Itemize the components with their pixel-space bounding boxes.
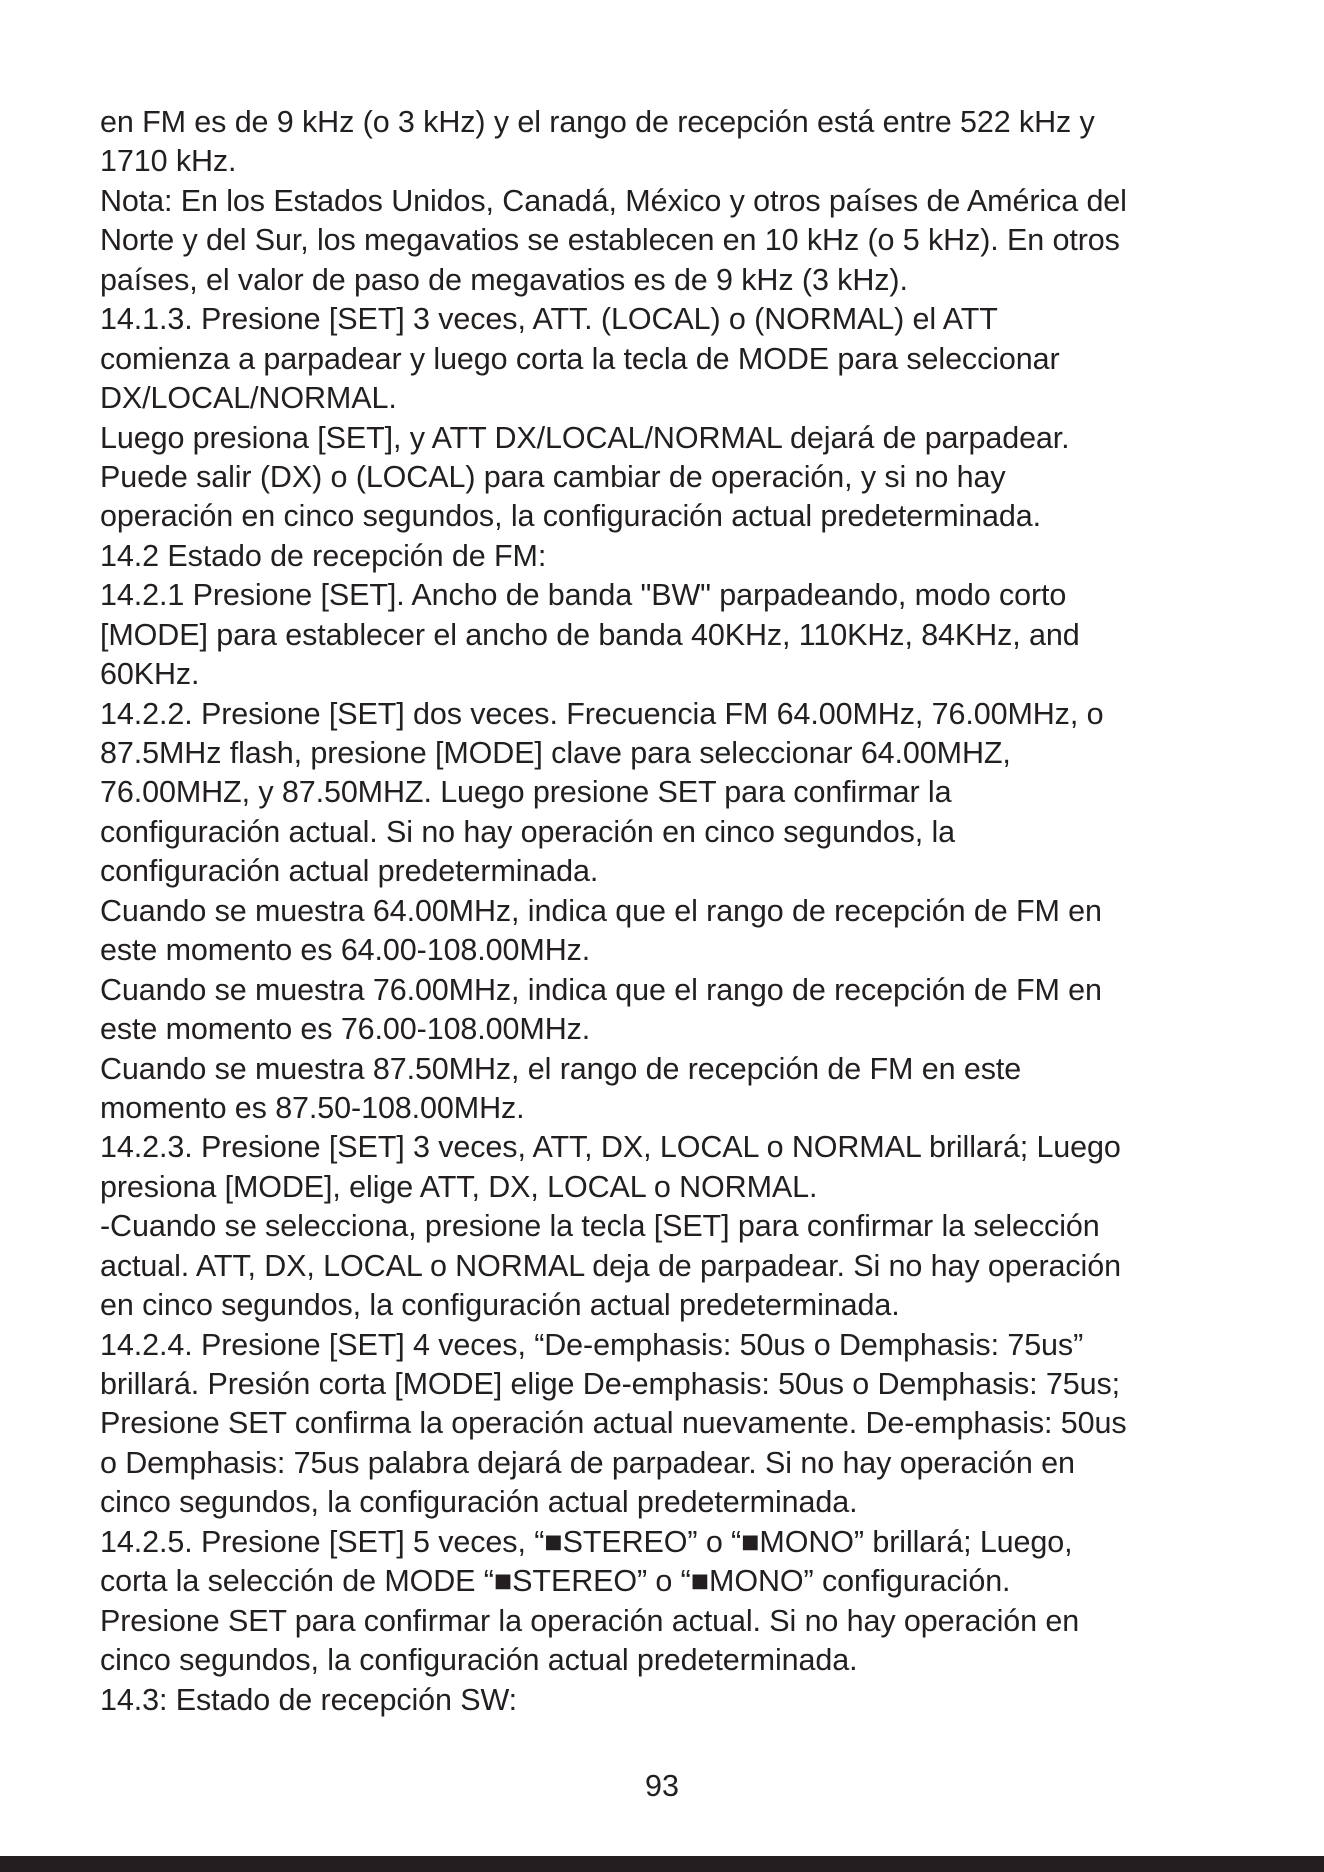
text-line: en FM es de 9 kHz (o 3 kHz) y el rango de recepción está entre 522 kHz y	[100, 105, 1095, 139]
text-line: Norte y del Sur, los megavatios se establecen en 10 kHz (o 5 kHz). En otros	[100, 223, 1120, 258]
bottom-border-bar	[0, 1856, 1324, 1872]
text-line: 14.2.1 Presione [SET]. Ancho de banda "BW" parpadeando, modo corto	[100, 578, 1067, 613]
section-heading: 14.2 Estado de recepción de FM:	[100, 538, 547, 573]
text-line: 14.2.4. Presione [SET] 4 veces, “De-emphasis: 50us o Demphasis: 75us”	[100, 1327, 1084, 1362]
text-line: en cinco segundos, la configuración actual predeterminada.	[100, 1288, 900, 1323]
text-line: este momento es 64.00-108.00MHz.	[100, 933, 591, 968]
text-line: presiona [MODE], elige ATT, DX, LOCAL o NORMAL.	[100, 1169, 818, 1204]
text-line: 14.2.2. Presione [SET] dos veces. Frecuencia FM 64.00MHz, 76.00MHz, o	[100, 696, 1104, 731]
body-text	[100, 103, 1230, 1720]
text-line: actual. ATT, DX, LOCAL o NORMAL deja de parpadear. Si no hay operación	[100, 1248, 1121, 1283]
text-line: 1710 kHz.	[100, 144, 237, 179]
text-line: Cuando se muestra 87.50MHz, el rango de recepción de FM en este	[100, 1051, 1022, 1086]
text-line: 87.5MHz flash, presione [MODE] clave para seleccionar 64.00MHZ,	[100, 736, 1011, 770]
text-line: 14.2.3. Presione [SET] 3 veces, ATT, DX, LOCAL o NORMAL brillará; Luego	[100, 1130, 1121, 1165]
text-line: Nota: En los Estados Unidos, Canadá, México y otros países de América del	[100, 183, 1127, 218]
text-line: o Demphasis: 75us palabra dejará de parpadear. Si no hay operación en	[100, 1445, 1075, 1480]
section-heading: 14.3: Estado de recepción SW:	[100, 1682, 518, 1717]
text-line: Presione SET para confirmar la operación actual. Si no hay operación en	[100, 1603, 1080, 1638]
text-line: Presione SET confirma la operación actual nuevamente. De-emphasis: 50us	[100, 1406, 1127, 1441]
text-line: comienza a parpadear y luego corta la tecla de MODE para seleccionar	[100, 341, 1060, 376]
text-line: cinco segundos, la configuración actual predeterminada.	[100, 1485, 858, 1520]
text-line: Puede salir (DX) o (LOCAL) para cambiar de operación, y si no hay	[100, 459, 1006, 494]
text-line: [MODE] para establecer el ancho de banda 40KHz, 110KHz, 84KHz, and	[100, 617, 1080, 652]
text-line: 76.00MHZ, y 87.50MHZ. Luego presione SET para confirmar la	[100, 775, 952, 810]
text-line: 14.2.5. Presione [SET] 5 veces, “■STEREO” o “■MONO” brillará; Luego,	[100, 1524, 1073, 1559]
text-line: brillará. Presión corta [MODE] elige De-emphasis: 50us o Demphasis: 75us;	[100, 1367, 1120, 1401]
text-line: países, el valor de paso de megavatios es de 9 kHz (3 kHz).	[100, 262, 908, 297]
text-line: Cuando se muestra 64.00MHz, indica que el rango de recepción de FM en	[100, 893, 1102, 928]
text-line: este momento es 76.00-108.00MHz.	[100, 1012, 591, 1047]
text-line: Luego presiona [SET], y ATT DX/LOCAL/NORMAL dejará de parpadear.	[100, 420, 1070, 455]
page-number: 93	[645, 1769, 679, 1803]
text-line: -Cuando se selecciona, presione la tecla [SET] para confirmar la selección	[100, 1209, 1100, 1244]
text-line: operación en cinco segundos, la configuración actual predeterminada.	[100, 499, 1042, 534]
text-line: corta la selección de MODE “■STEREO” o “■MONO” configuración.	[100, 1564, 1011, 1599]
text-line: configuración actual predeterminada.	[100, 854, 599, 889]
text-line: cinco segundos, la configuración actual predeterminada.	[100, 1643, 858, 1678]
text-line: momento es 87.50-108.00MHz.	[100, 1090, 525, 1125]
text-line: 60KHz.	[100, 657, 200, 692]
text-line: configuración actual. Si no hay operación en cinco segundos, la	[100, 814, 956, 849]
text-line: Cuando se muestra 76.00MHz, indica que el rango de recepción de FM en	[100, 972, 1102, 1007]
text-line: DX/LOCAL/NORMAL.	[100, 381, 397, 416]
text-line: 14.1.3. Presione [SET] 3 veces, ATT. (LOCAL) o (NORMAL) el ATT	[100, 302, 998, 337]
